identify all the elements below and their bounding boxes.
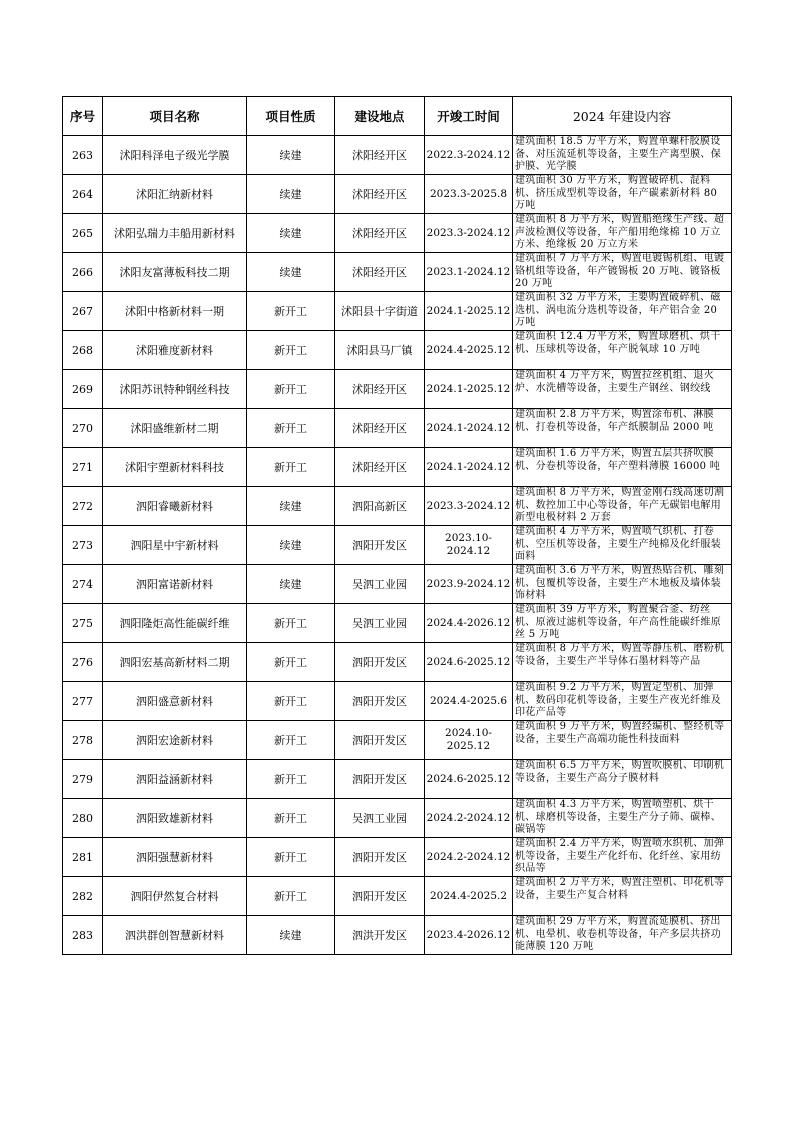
header-no: 序号: [63, 97, 103, 136]
table-row: [63, 409, 732, 448]
table-row: [63, 604, 732, 643]
table-row: [63, 448, 732, 487]
cell-nature: 续建: [247, 175, 335, 214]
cell-content: 建筑面积 2.4 万平方米，购置喷水织机、加弹机等设备，主要生产化纤布、化纤丝、家用纺织品等: [513, 838, 732, 877]
cell-content: 建筑面积 3.6 万平方米，购置热贴合机、雕刻机、包覆机等设备，主要生产木地板及墙体装饰材料: [513, 565, 732, 604]
cell-location: 泗阳开发区: [335, 838, 425, 877]
cell-name: 沭阳汇纳新材料: [103, 175, 247, 214]
table-row: [63, 487, 732, 526]
cell-location: 泗阳开发区: [335, 682, 425, 721]
cell-name: 泗阳益涵新材料: [103, 760, 247, 799]
cell-no: 265: [63, 214, 103, 253]
cell-no: 264: [63, 175, 103, 214]
cell-nature: 新开工: [247, 877, 335, 916]
cell-no: 263: [63, 136, 103, 175]
cell-name: 沭阳弘瑞力丰船用新材料: [103, 214, 247, 253]
cell-location: 吴泗工业园: [335, 604, 425, 643]
cell-nature: 新开工: [247, 370, 335, 409]
cell-period: 2024.4-2025.6: [425, 682, 513, 721]
cell-content: 建筑面积 32 万平方米，主要购置破碎机、磁选机、涡电流分选机等设备，年产铝合金 20 万吨: [513, 292, 732, 331]
cell-content: 建筑面积 4.3 万平方米，购置喷塑机、烘干机、球磨机等设备，主要生产分子筛、碳棒、碳锅等: [513, 799, 732, 838]
cell-no: 278: [63, 721, 103, 760]
table-row: [63, 838, 732, 877]
cell-location: 泗阳开发区: [335, 760, 425, 799]
header-row: [63, 97, 732, 136]
table-row: [63, 526, 732, 565]
cell-location: 泗阳开发区: [335, 526, 425, 565]
cell-period: 2024.6-2025.12: [425, 643, 513, 682]
cell-nature: 新开工: [247, 409, 335, 448]
cell-nature: 新开工: [247, 721, 335, 760]
cell-nature: 新开工: [247, 448, 335, 487]
header-period: 开竣工时间: [425, 97, 513, 136]
table-body: [63, 136, 732, 955]
cell-location: 沭阳经开区: [335, 409, 425, 448]
table-row: [63, 799, 732, 838]
cell-no: 281: [63, 838, 103, 877]
cell-period: 2024.1-2025.12: [425, 292, 513, 331]
cell-name: 沭阳科泽电子级光学膜: [103, 136, 247, 175]
cell-location: 泗阳开发区: [335, 877, 425, 916]
cell-location: 吴泗工业园: [335, 799, 425, 838]
cell-location: 泗洪开发区: [335, 916, 425, 955]
cell-nature: 续建: [247, 214, 335, 253]
cell-nature: 新开工: [247, 643, 335, 682]
cell-name: 沭阳苏讯特种钢丝科技: [103, 370, 247, 409]
cell-name: 泗阳盛意新材料: [103, 682, 247, 721]
cell-content: 建筑面积 7 万平方米，购置电镀锡机组、电镀铬机组等设备，年产镀锡板 20 万吨、镀铬板 20 万吨: [513, 253, 732, 292]
cell-period: 2023.3-2025.8: [425, 175, 513, 214]
cell-period: 2023.1-2024.12: [425, 253, 513, 292]
table-row: [63, 643, 732, 682]
cell-location: 沭阳经开区: [335, 253, 425, 292]
cell-name: 泗阳宏基高新材料二期: [103, 643, 247, 682]
cell-no: 270: [63, 409, 103, 448]
cell-content: 建筑面积 4 万平方米，购置拉丝机组、退火炉、水洗槽等设备，主要生产钢丝、钢绞线: [513, 370, 732, 409]
cell-no: 277: [63, 682, 103, 721]
cell-nature: 续建: [247, 253, 335, 292]
cell-nature: 新开工: [247, 682, 335, 721]
cell-name: 沭阳中格新材料一期: [103, 292, 247, 331]
table-row: [63, 331, 732, 370]
cell-location: 沭阳县马厂镇: [335, 331, 425, 370]
cell-period: 2024.2-2024.12: [425, 838, 513, 877]
cell-period: 2023.3-2024.12: [425, 214, 513, 253]
cell-period: 2023.4-2026.12: [425, 916, 513, 955]
cell-content: 建筑面积 6.5 万平方米，购置吹膜机、印刷机等设备，主要生产高分子膜材料: [513, 760, 732, 799]
header-name: 项目名称: [103, 97, 247, 136]
table-row: [63, 565, 732, 604]
table-row: [63, 916, 732, 955]
cell-no: 267: [63, 292, 103, 331]
cell-period: 2024.2-2024.12: [425, 799, 513, 838]
cell-nature: 新开工: [247, 838, 335, 877]
cell-period: 2024.10-2025.12: [425, 721, 513, 760]
cell-nature: 续建: [247, 136, 335, 175]
cell-no: 273: [63, 526, 103, 565]
cell-name: 泗阳宏途新材料: [103, 721, 247, 760]
cell-content: 建筑面积 9 万平方米，购置经编机、整经机等设备，主要生产高端功能性科技面料: [513, 721, 732, 760]
cell-nature: 新开工: [247, 292, 335, 331]
cell-location: 泗阳高新区: [335, 487, 425, 526]
cell-period: 2023.10-2024.12: [425, 526, 513, 565]
cell-no: 279: [63, 760, 103, 799]
cell-name: 泗阳星中宇新材料: [103, 526, 247, 565]
cell-period: 2024.1-2025.12: [425, 370, 513, 409]
cell-content: 建筑面积 8 万平方米，购置等静压机、磨粉机等设备，主要生产半导体石墨材料等产品: [513, 643, 732, 682]
table-row: [63, 175, 732, 214]
table-row: [63, 760, 732, 799]
cell-location: 沭阳经开区: [335, 448, 425, 487]
table-row: [63, 721, 732, 760]
cell-name: 沭阳宇塑新材料科技: [103, 448, 247, 487]
cell-location: 沭阳经开区: [335, 136, 425, 175]
cell-no: 266: [63, 253, 103, 292]
cell-content: 建筑面积 2.8 万平方米，购置涂布机、淋膜机、打卷机等设备，年产纸膜制品 2000 吨: [513, 409, 732, 448]
cell-no: 282: [63, 877, 103, 916]
cell-name: 泗阳伊然复合材料: [103, 877, 247, 916]
cell-no: 268: [63, 331, 103, 370]
cell-content: 建筑面积 29 万平方米，购置流延膜机、挤出机、电晕机、收卷机等设备，年产多层共挤功能薄膜 120 万吨: [513, 916, 732, 955]
cell-period: 2024.4-2025.2: [425, 877, 513, 916]
cell-period: 2024.4-2026.12: [425, 604, 513, 643]
cell-no: 269: [63, 370, 103, 409]
cell-content: 建筑面积 9.2 万平方米，购置定型机、加弹机、数码印花机等设备，主要生产夜光纤维及印花产品等: [513, 682, 732, 721]
header-location: 建设地点: [335, 97, 425, 136]
cell-location: 沭阳经开区: [335, 214, 425, 253]
cell-nature: 续建: [247, 916, 335, 955]
header-content: 2024 年建设内容: [513, 97, 732, 136]
cell-location: 吴泗工业园: [335, 565, 425, 604]
cell-content: 建筑面积 8 万平方米，购置金刚石线高速切割机、数控加工中心等设备，年产无碳铝电解用新型电极材料 2 万套: [513, 487, 732, 526]
cell-period: 2023.3-2024.12: [425, 487, 513, 526]
cell-nature: 新开工: [247, 760, 335, 799]
table-row: [63, 370, 732, 409]
cell-name: 泗洪群创智慧新材料: [103, 916, 247, 955]
cell-name: 沭阳雅度新材料: [103, 331, 247, 370]
cell-nature: 新开工: [247, 331, 335, 370]
cell-nature: 新开工: [247, 799, 335, 838]
cell-name: 泗阳睿曦新材料: [103, 487, 247, 526]
cell-name: 泗阳富诺新材料: [103, 565, 247, 604]
cell-location: 沭阳经开区: [335, 370, 425, 409]
table-row: [63, 136, 732, 175]
cell-period: 2024.4-2025.12: [425, 331, 513, 370]
cell-content: 建筑面积 2 万平方米，购置注塑机、印花机等设备，主要生产复合材料: [513, 877, 732, 916]
cell-location: 沭阳县十字街道: [335, 292, 425, 331]
cell-content: 建筑面积 12.4 万平方米，购置球磨机、烘干机、压球机等设备，年产脱氧球 10 万吨: [513, 331, 732, 370]
cell-nature: 续建: [247, 487, 335, 526]
cell-no: 283: [63, 916, 103, 955]
cell-period: 2022.3-2024.12: [425, 136, 513, 175]
cell-no: 280: [63, 799, 103, 838]
cell-content: 建筑面积 4 万平方米，购置喷气织机、打卷机、空压机等设备，主要生产纯棉及化纤服装面料: [513, 526, 732, 565]
cell-no: 274: [63, 565, 103, 604]
table-row: [63, 292, 732, 331]
cell-content: 建筑面积 18.5 万平方米，购置单螺杆胶膜设备、对压流延机等设备，主要生产离型膜、保护膜、光学膜: [513, 136, 732, 175]
cell-period: 2024.1-2024.12: [425, 448, 513, 487]
cell-no: 275: [63, 604, 103, 643]
cell-name: 泗阳隆炬高性能碳纤维: [103, 604, 247, 643]
cell-content: 建筑面积 8 万平方米，购置船绝缘生产线、超声波检测仪等设备，年产船用绝缘棉 10 万立方米、绝缘板 20 万立方米: [513, 214, 732, 253]
project-table: [62, 96, 732, 955]
cell-location: 沭阳经开区: [335, 175, 425, 214]
cell-location: 泗阳开发区: [335, 721, 425, 760]
header-nature: 项目性质: [247, 97, 335, 136]
cell-name: 沭阳友富薄板科技二期: [103, 253, 247, 292]
cell-location: 泗阳开发区: [335, 643, 425, 682]
table-row: [63, 214, 732, 253]
table-row: [63, 253, 732, 292]
cell-period: 2024.6-2025.12: [425, 760, 513, 799]
cell-name: 泗阳强慧新材料: [103, 838, 247, 877]
cell-period: 2023.9-2024.12: [425, 565, 513, 604]
cell-no: 271: [63, 448, 103, 487]
cell-period: 2024.1-2024.12: [425, 409, 513, 448]
cell-content: 建筑面积 30 万平方米，购置破碎机、混料机、挤压成型机等设备，年产碳素新材料 80 万吨: [513, 175, 732, 214]
cell-content: 建筑面积 1.6 万平方米，购置五层共挤吹膜机、分卷机等设备，年产塑料薄膜 16000 吨: [513, 448, 732, 487]
cell-name: 沭阳盛维新材二期: [103, 409, 247, 448]
cell-no: 276: [63, 643, 103, 682]
cell-no: 272: [63, 487, 103, 526]
table-row: [63, 682, 732, 721]
cell-nature: 新开工: [247, 604, 335, 643]
table-row: [63, 877, 732, 916]
cell-nature: 续建: [247, 565, 335, 604]
cell-content: 建筑面积 39 万平方米，购置聚合釜、纺丝机、原液过滤机等设备，年产高性能碳纤维原丝 5 万吨: [513, 604, 732, 643]
cell-nature: 续建: [247, 526, 335, 565]
cell-name: 泗阳致雄新材料: [103, 799, 247, 838]
